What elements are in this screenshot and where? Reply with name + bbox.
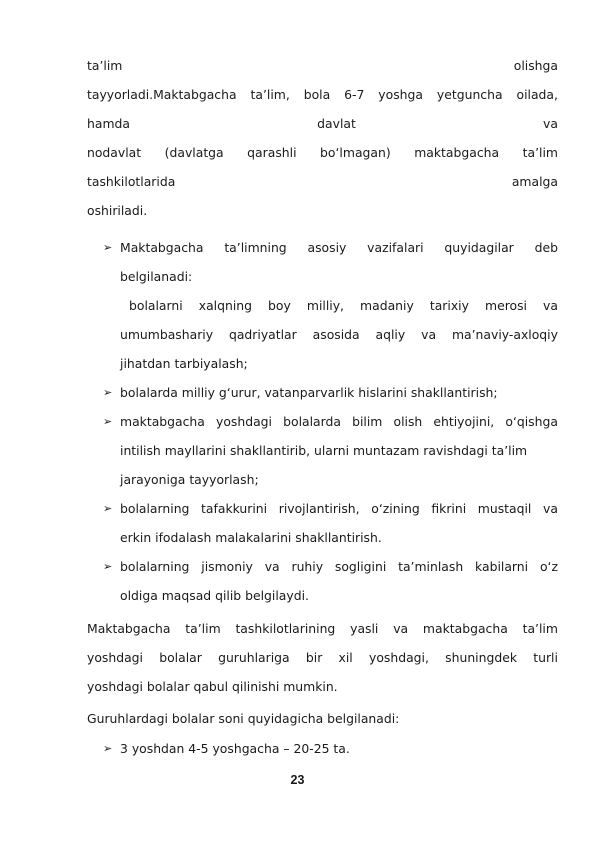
word: tafakkurini bbox=[201, 501, 268, 516]
word: maktabgacha bbox=[414, 145, 500, 160]
word: boy bbox=[268, 298, 291, 313]
word: qadriyatlar bbox=[228, 327, 297, 342]
word: kabilarni bbox=[475, 559, 529, 574]
word: turli bbox=[533, 650, 558, 665]
word: xalqning bbox=[198, 298, 252, 313]
arrow-bullet-icon: ➢ bbox=[103, 502, 113, 515]
p2-line-3: yoshdagi bolalar qabul qilinishi mumkin. bbox=[87, 679, 338, 694]
word: ta’limning bbox=[224, 240, 287, 255]
word: vazifalari bbox=[367, 240, 424, 255]
word: va bbox=[543, 501, 558, 516]
word: tashkilotlarida bbox=[87, 174, 176, 189]
word: (davlatga bbox=[164, 145, 224, 160]
b3-line-1 bbox=[120, 414, 558, 430]
word: asosiy bbox=[307, 240, 347, 255]
p1-line-3 bbox=[87, 116, 558, 132]
word: bolalarda bbox=[283, 414, 341, 429]
b1-line-1 bbox=[120, 240, 558, 256]
word: bir bbox=[305, 650, 323, 665]
word: nodavlat bbox=[87, 145, 142, 160]
word: va bbox=[264, 559, 280, 574]
word: ta’lim, bbox=[250, 87, 290, 102]
word: Maktabgacha bbox=[87, 621, 171, 636]
word: va bbox=[543, 116, 558, 131]
word: va bbox=[393, 621, 409, 636]
word: merosi bbox=[485, 298, 527, 313]
arrow-bullet-icon: ➢ bbox=[103, 241, 113, 254]
word: bolalar bbox=[159, 650, 202, 665]
word: davlat bbox=[317, 116, 356, 131]
word: asosida bbox=[312, 327, 360, 342]
word: ta’lim bbox=[522, 621, 558, 636]
b1-line-4 bbox=[120, 327, 558, 343]
word: jismoniy bbox=[201, 559, 253, 574]
word: ta’lim bbox=[522, 145, 558, 160]
b3-line-2: intilish mayllarini shakllantirib, ularni muntazam ravishdagi ta’lim bbox=[120, 443, 528, 458]
p1-line-5 bbox=[87, 174, 558, 190]
word: xil bbox=[338, 650, 353, 665]
b4-line-2: erkin ifodalash malakalarini shakllantirish. bbox=[120, 530, 382, 545]
word: amalga bbox=[511, 174, 558, 189]
word: Maktabgacha bbox=[120, 240, 204, 255]
word: yoshdagi bbox=[87, 650, 143, 665]
word: madaniy bbox=[360, 298, 414, 313]
word: va bbox=[421, 327, 437, 342]
word: yoshdagi bbox=[216, 414, 272, 429]
word: olish bbox=[393, 414, 423, 429]
word: o‘qishga bbox=[505, 414, 558, 429]
arrow-bullet-icon: ➢ bbox=[103, 415, 113, 428]
word: maktabgacha bbox=[422, 621, 508, 636]
word: yoshga bbox=[378, 87, 423, 102]
b1-line-3 bbox=[129, 298, 558, 314]
word: qarashli bbox=[247, 145, 297, 160]
word: guruhlariga bbox=[218, 650, 290, 665]
word: tayyorladi.Maktabgacha bbox=[87, 87, 237, 102]
word: hamda bbox=[87, 116, 130, 131]
b5-line-2: oldiga maqsad qilib belgilaydi. bbox=[120, 588, 309, 603]
p2-line-1 bbox=[87, 621, 558, 637]
b2-line-1: bolalarda milliy g‘urur, vatanparvarlik hislarini shakllantirish; bbox=[120, 385, 498, 400]
b4-line-1 bbox=[120, 501, 558, 517]
word: bolalarning bbox=[120, 501, 190, 516]
word: 6-7 bbox=[344, 87, 365, 102]
word: yoshdagi, bbox=[368, 650, 429, 665]
b5-line-1 bbox=[120, 559, 558, 575]
word: o‘zining bbox=[371, 501, 420, 516]
page-number: 23 bbox=[290, 773, 305, 787]
word: umumbashariy bbox=[120, 327, 214, 342]
word: quyidagilar bbox=[444, 240, 514, 255]
word: aqliy bbox=[375, 327, 406, 342]
b6-line-1: 3 yoshdan 4-5 yoshgacha – 20-25 ta. bbox=[120, 741, 350, 756]
word: bo‘lmagan) bbox=[320, 145, 391, 160]
p1-line-4 bbox=[87, 145, 558, 161]
p1-line-1 bbox=[87, 58, 558, 74]
word: bolalarni bbox=[129, 298, 183, 313]
word: fikrini bbox=[431, 501, 467, 516]
word: yetguncha bbox=[436, 87, 503, 102]
word: ruhiy bbox=[291, 559, 324, 574]
p3-line-1: Guruhlardagi bolalar soni quyidagicha belgilanadi: bbox=[87, 711, 400, 726]
arrow-bullet-icon: ➢ bbox=[103, 386, 113, 399]
arrow-bullet-icon: ➢ bbox=[103, 560, 113, 573]
word: shuningdek bbox=[445, 650, 517, 665]
arrow-bullet-icon: ➢ bbox=[103, 742, 113, 755]
word: olishga bbox=[513, 58, 558, 73]
word: va bbox=[543, 298, 558, 313]
word: maktabgacha bbox=[120, 414, 205, 429]
b3-line-3: jarayoniga tayyorlash; bbox=[120, 472, 259, 487]
word: ehtiyojini, bbox=[433, 414, 495, 429]
p1-line-2 bbox=[87, 87, 558, 103]
word: tarixiy bbox=[429, 298, 469, 313]
word: bola bbox=[303, 87, 331, 102]
word: bilim bbox=[352, 414, 383, 429]
word: milliy, bbox=[306, 298, 344, 313]
word: o‘z bbox=[539, 559, 558, 574]
word: ma’naviy-axloqiy bbox=[451, 327, 558, 342]
word: tashkilotlarining bbox=[235, 621, 336, 636]
p2-line-2 bbox=[87, 650, 558, 666]
word: rivojlantirish, bbox=[278, 501, 360, 516]
word: ta’minlash bbox=[398, 559, 464, 574]
word: sogligini bbox=[334, 559, 387, 574]
word: deb bbox=[534, 240, 558, 255]
p1-line-6: oshiriladi. bbox=[87, 203, 148, 218]
b1-line-2: belgilanadi: bbox=[120, 269, 193, 284]
word: ta’lim bbox=[87, 58, 123, 73]
word: yasli bbox=[350, 621, 379, 636]
word: mustaqil bbox=[477, 501, 532, 516]
b1-line-5: jihatdan tarbiyalash; bbox=[120, 356, 248, 371]
word: bolalarning bbox=[120, 559, 190, 574]
word: oilada, bbox=[516, 87, 558, 102]
word: ta’lim bbox=[185, 621, 221, 636]
